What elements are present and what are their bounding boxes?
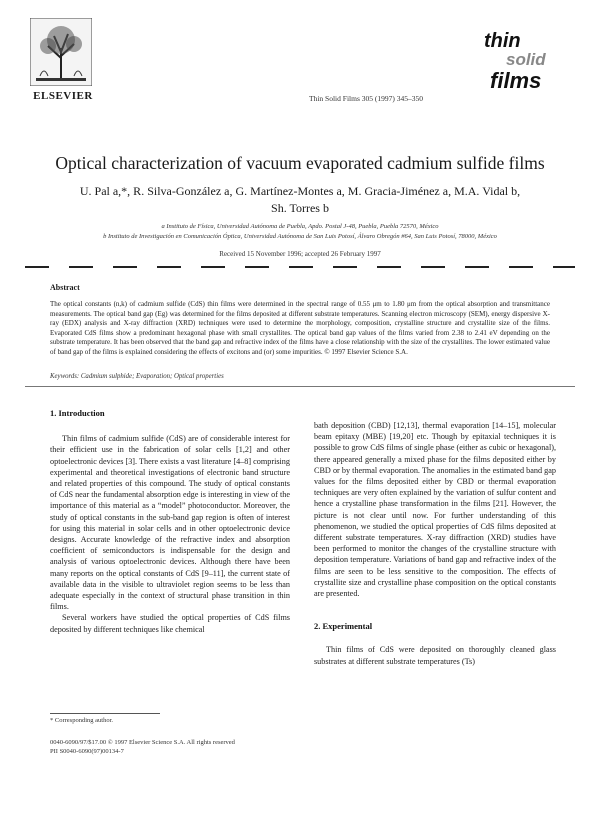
dashed-divider [25,266,575,268]
journal-logo-word-2: solid [506,50,546,69]
journal-logo-word-3: films [490,68,542,93]
journal-logo [470,30,560,100]
article-identifiers [50,738,290,756]
affiliation-b: b Instituto de Investigación en Comunicación Óptica, Universidad Autónoma de San Luis Potosí, Álvaro Obregón #64, San Luis Potosí, 78000, México [103,233,497,240]
journal-reference: Thin Solid Films 305 (1997) 345–350 [309,94,423,103]
publisher-name: ELSEVIER [33,90,93,102]
journal-logo-word-1: thin [484,30,521,52]
experimental-heading: 2. Experimental [314,621,373,632]
right-column [314,420,556,667]
affiliation-a: a Instituto de Física, Universidad Autónoma de Puebla, Apdo. Postal J-48, Puebla, Puebla 72570, México [161,223,439,230]
keywords: Keywords: Cadmium sulphide; Evaporation; Optical properties [50,373,224,380]
corresponding-author-note: * Corresponding author. [50,717,114,724]
intro-paragraph-1: Thin films of cadmium sulfide (CdS) are of considerable interest for their efficient use in the fabrication of solar cells [1,2] and other optoelectronic devices [3]. There exists a vast literature [4–8] comprising experimental and theoretical investigations of electronic band structure and related properties of this compound. The study of optical constants of CdS near the fundamental absorption edge is interesting in view of the importance of this material as a “model” photoconductor. Moreover, the study of optical constants in the sub-band gap region is often of interest for using this material in solar cells and in other optoelectronic device designs. Accurate knowledge of the refractive index and absorption coefficient of semiconductors is indispensable for the design and analysis of various optoelectronic devices. Although there have been many reports on the optical constants of CdS [9–11], the current state of available data in the visible to ultraviolet region seems to be less than adequate especially in the context of structural phase transition in thin films. [50,434,290,612]
received-dates: Received 15 November 1996; accepted 26 February 1997 [219,250,381,258]
elsevier-tree-icon [30,18,92,86]
abstract-heading: Abstract [50,283,80,292]
footnote-rule [50,713,160,714]
intro-paragraph-2: Several workers have studied the optical properties of CdS films deposited by different techniques like chemical [50,613,290,634]
article-title: Optical characterization of vacuum evaporated cadmium sulfide films [55,153,545,173]
author-list [40,183,560,217]
issn-line: 0040-6090/97/$17.00 © 1997 Elsevier Science S.A. All rights reserved [50,739,235,746]
abstract-text: The optical constants (n,k) of cadmium sulfide (CdS) thin films were determined in the spectral range of 0.55 μm to 1.80 μm from the optical absorption and transmittance measurements. The optical band gap (Eg) was determined for the films deposited at different substrate temperatures. Scanning electron microscopy (SEM), energy dispersive X-ray (EDX) analysis and X-ray diffraction (XRD) techniques were used to determine the morphology, composition, crystalline structure and crystallite size of the films. Evaporated CdS films show a predominant hexagonal phase with small crystallites. The optical band gap values of the films varied from 2.38 to 2.41 eV depending on the substrate temperature. It has been observed that the band gap and refractive index of the films have a close relationship with the size of the crystallites. The lower estimated value of band gap of the films is explained considering the effects of excitons and (or) some impurities. © 1997 Elsevier Science S.A. [50,300,550,356]
authors-line-2: Sh. Torres b [271,201,329,215]
authors-line-1: U. Pal a,*, R. Silva-González a, G. Martínez-Montes a, M. Gracia-Jiménez a, M.A. Vidal b, [79,184,521,198]
pii-line: PII S0040-6090(97)00134-7 [50,748,124,755]
introduction-heading: 1. Introduction [50,408,105,418]
intro-paragraph-continued: bath deposition (CBD) [12,13], thermal evaporation [14–15], molecular beam epitaxy (MBE) [19,20] etc. Though by epitaxial techniques it is possible to grow CdS films of single phase (either as cubic or hexagonal), there appeared generally a mixed phase for the films deposited either by CBD or by thermal evaporation. The anomalies in the estimated band gap values for the films deposited either by CBD or thermal evaporation techniques are very often explained by the variation of sulfur content and hence a crystalline phase transformation in the films [21]. However, the picture is not clear until now. For further understanding of this phenomenon, we studied the optical properties of CdS films deposited at different substrate temperatures. X-ray diffraction (XRD) studies have been performed to monitor the changes of the crystalline structure with deposition temperature. Variations of band gap and refractive index of the films are seen to be less sensitive to the composition. The effects of crystallite size and crystalline phase composition on the optical constants are presented. [314,421,556,599]
experimental-paragraph-1: Thin films of CdS were deposited on thoroughly cleaned glass substrates at different substrate temperatures (Ts) [314,645,556,666]
left-column [50,408,290,635]
affiliations [40,222,560,242]
section-divider [25,386,575,387]
